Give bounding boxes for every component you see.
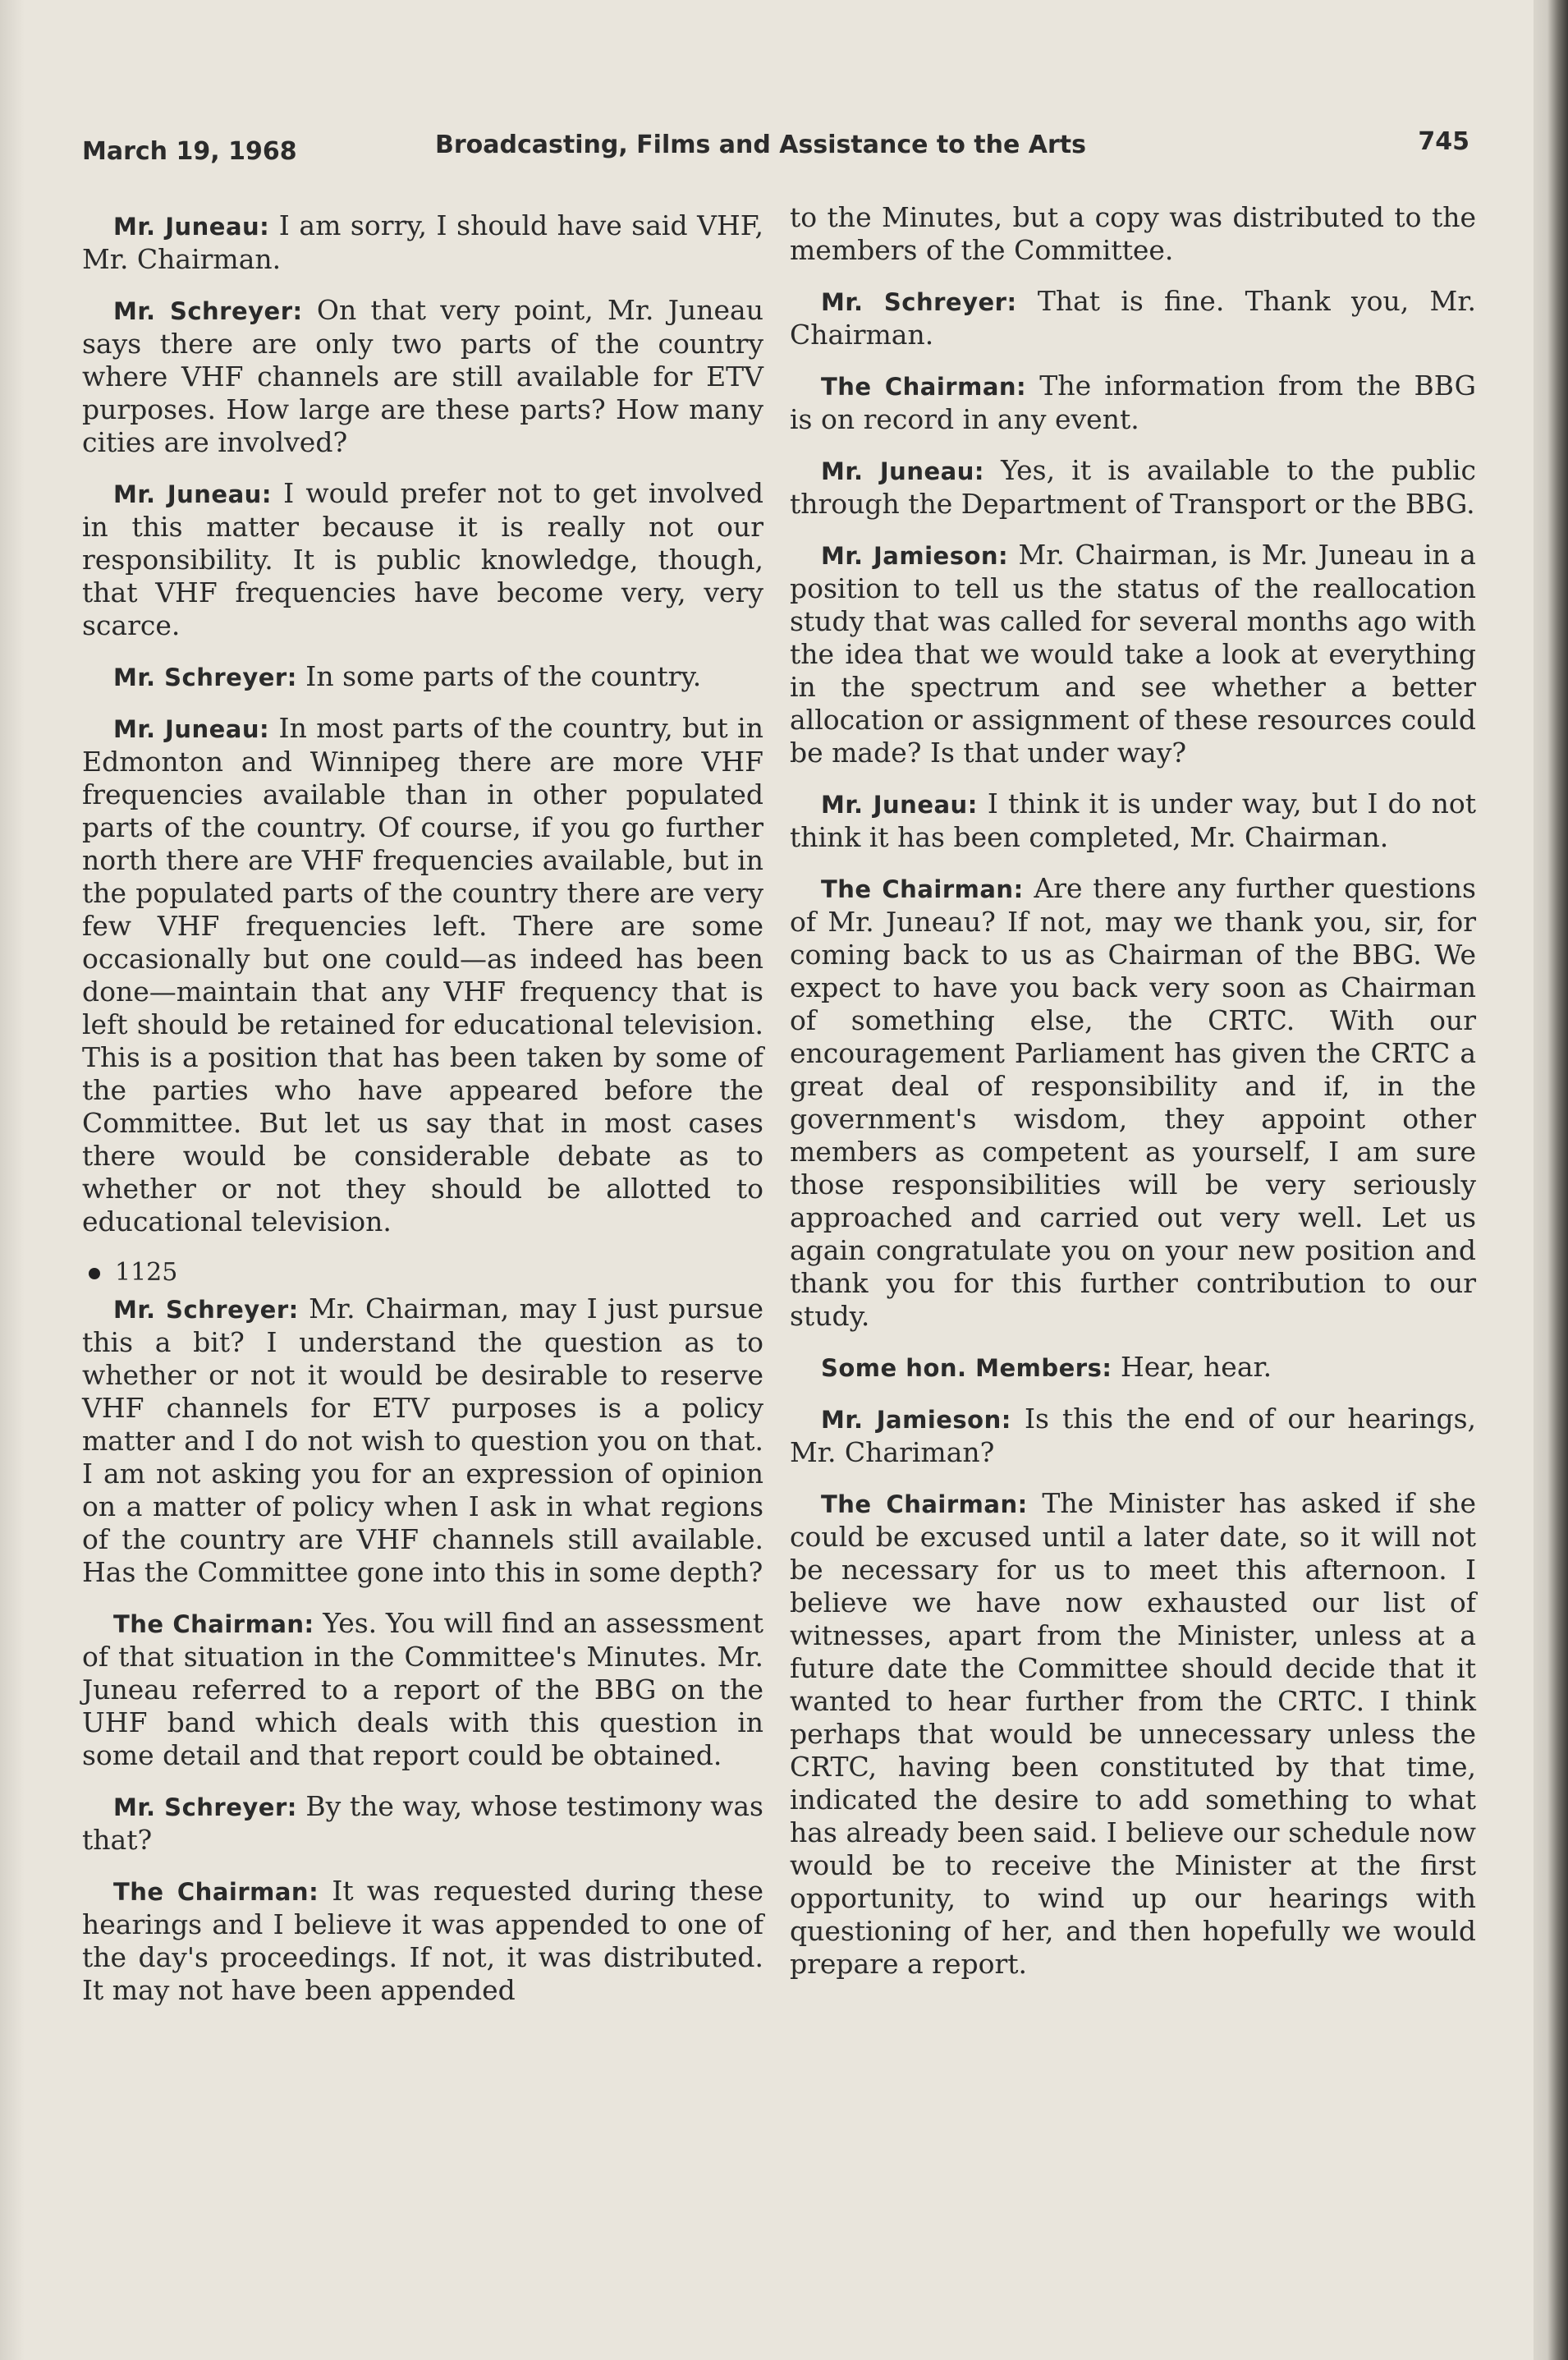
- speaker-name: Mr. Schreyer:: [113, 1793, 297, 1821]
- speech-text: Are there any further questions of Mr. Juneau? If not, may we thank you, sir, for coming back to us as Chairman of the BBG. We expect to have you back very soon as Chairman of something else, the CRTC. With our encouragement Parliament has given the CRTC a great deal of responsibility and if, in the government's wisdom, they appoint other members as competent as yourself, I am sure those responsibilities will be very seriously approached and carried out very well. Let us again congratulate you on your new position and thank you for this further contribution to our study.: [790, 872, 1476, 1332]
- speaker-name: Mr. Juneau:: [113, 480, 272, 508]
- speech-text: That is fine. Thank you, Mr. Chairman.: [790, 285, 1476, 351]
- page-number: 745: [1418, 127, 1469, 156]
- bullet-icon: [89, 1268, 100, 1279]
- paragraph: [790, 539, 1476, 769]
- speaker-name: Some hon. Members:: [821, 1354, 1112, 1382]
- paragraph: [82, 294, 763, 459]
- continued-paragraph: to the Minutes, but a copy was distributed to the members of the Committee.: [790, 201, 1476, 266]
- speaker-name: Mr. Schreyer:: [113, 297, 303, 325]
- paragraph: [82, 1292, 763, 1589]
- speaker-name: Mr. Schreyer:: [821, 288, 1017, 316]
- running-header: [82, 127, 1469, 168]
- binding-shadow: [0, 0, 25, 2360]
- paragraph: [790, 787, 1476, 854]
- paragraph: [82, 712, 763, 1238]
- speech-text: I would prefer not to get involved in this matter because it is really not our responsibility. It is public knowledge, though, that VHF frequencies have become very, very scarce.: [82, 477, 763, 641]
- paragraph: [790, 1403, 1476, 1469]
- paragraph: [82, 209, 763, 276]
- paragraph: [790, 1487, 1476, 1981]
- paragraph: [790, 872, 1476, 1333]
- speaker-name: The Chairman:: [821, 875, 1024, 903]
- paragraph: [82, 477, 763, 642]
- paragraph: [790, 370, 1476, 436]
- paragraph: [82, 1790, 763, 1857]
- speaker-name: Mr. Jamieson:: [821, 542, 1009, 570]
- speech-text: Hear, hear.: [1112, 1351, 1272, 1383]
- page-edge: [1534, 0, 1568, 2360]
- speech-text: In most parts of the country, but in Edmonton and Winnipeg there are more VHF frequencies available than in other populated parts of the country. Of course, if you go further north there are VHF frequencies available, but in the populated parts of the country there are very few VHF frequencies left. There are some occasionally but one could—as indeed has been done—maintain that any VHF frequency that is left should be retained for educational television. This is a position that has been taken by some of the parties who have appeared before the Committee. But let us say that in most cases there would be considerable debate as to whether or not they should be allotted to educational television.: [82, 712, 763, 1237]
- speech-text: The information from the BBG is on record in any event.: [790, 370, 1476, 435]
- paragraph: [790, 454, 1476, 521]
- paragraph: [790, 1351, 1476, 1384]
- speech-text: In some parts of the country.: [296, 660, 702, 692]
- speech-text: Is this the end of our hearings, Mr. Chariman?: [790, 1403, 1476, 1468]
- speaker-name: The Chairman:: [821, 373, 1027, 401]
- speech-text: Mr. Chairman, may I just pursue this a bit? I understand the question as to whether or not it would be desirable to reserve VHF channels for ETV purposes is a policy matter and I do not wish to question you on that. I am not asking you for an expression of opinion on a matter of policy when I ask in what regions of the country are VHF channels still available. Has the Committee gone into this in some depth?: [82, 1292, 763, 1588]
- speech-text: Yes, it is available to the public through the Department of Transport or the BBG.: [790, 454, 1477, 520]
- paragraph: [82, 660, 763, 694]
- left-column: [82, 209, 763, 2025]
- speech-text: Mr. Chairman, is Mr. Juneau in a position to tell us the status of the reallocation study that was called for several months ago with the idea that we would take a look at everything in the spectrum and see whether a better allocation or assignment of these resources could be made? Is that under way?: [790, 539, 1476, 769]
- header-date: March 19, 1968: [82, 137, 297, 166]
- speech-text: It was requested during these hearings and I believe it was appended to one of the day's proceedings. If not, it was distributed. It may not have been appended: [82, 1875, 763, 2006]
- right-column: [790, 201, 1476, 1999]
- speaker-name: The Chairman:: [113, 1878, 319, 1906]
- speech-text: Yes. You will find an assessment of that situation in the Committee's Minutes. Mr. Juneau referred to a report of the BBG on the UHF band which deals with this question in some detail and that report could be obtained.: [82, 1607, 763, 1771]
- time-marker-text: 1125: [115, 1258, 178, 1287]
- paragraph: [82, 1607, 763, 1772]
- speech-text: I am sorry, I should have said VHF, Mr. Chairman.: [82, 209, 764, 275]
- speech-text: The Minister has asked if she could be excused until a later date, so it will not be necessary for us to meet this afternoon. I believe we have now exhausted our list of witnesses, apart from the Minister, unless at a future date the Committee should decide that it wanted to hear further from the CRTC. I think perhaps that would be unnecessary unless the CRTC, having been constituted by that time, indicated the desire to add something to what has already been said. I believe our schedule now would be to receive the Minister at the first opportunity, to wind up our hearings with questioning of her, and then hopefully we would prepare a report.: [790, 1487, 1476, 1980]
- speaker-name: Mr. Juneau:: [113, 715, 270, 743]
- speech-text: By the way, whose testimony was that?: [82, 1790, 763, 1856]
- paragraph: [790, 285, 1476, 351]
- header-title: Broadcasting, Films and Assistance to the Arts: [435, 131, 1086, 159]
- speech-text: I think it is under way, but I do not think it has been completed, Mr. Chairman.: [790, 787, 1477, 853]
- time-marker: [89, 1256, 763, 1289]
- speaker-name: The Chairman:: [113, 1610, 314, 1638]
- speech-text: On that very point, Mr. Juneau says there are only two parts of the country where VHF channels are still available for ETV purposes. How large are these parts? How many cities are involved?: [82, 294, 763, 458]
- speaker-name: Mr. Juneau:: [821, 791, 978, 819]
- speaker-name: Mr. Juneau:: [113, 213, 270, 241]
- speaker-name: Mr. Schreyer:: [113, 1296, 299, 1324]
- paragraph: [82, 1875, 763, 2007]
- speaker-name: The Chairman:: [821, 1490, 1028, 1518]
- speaker-name: Mr. Schreyer:: [113, 663, 297, 691]
- speaker-name: Mr. Juneau:: [821, 457, 984, 485]
- speaker-name: Mr. Jamieson:: [821, 1406, 1011, 1434]
